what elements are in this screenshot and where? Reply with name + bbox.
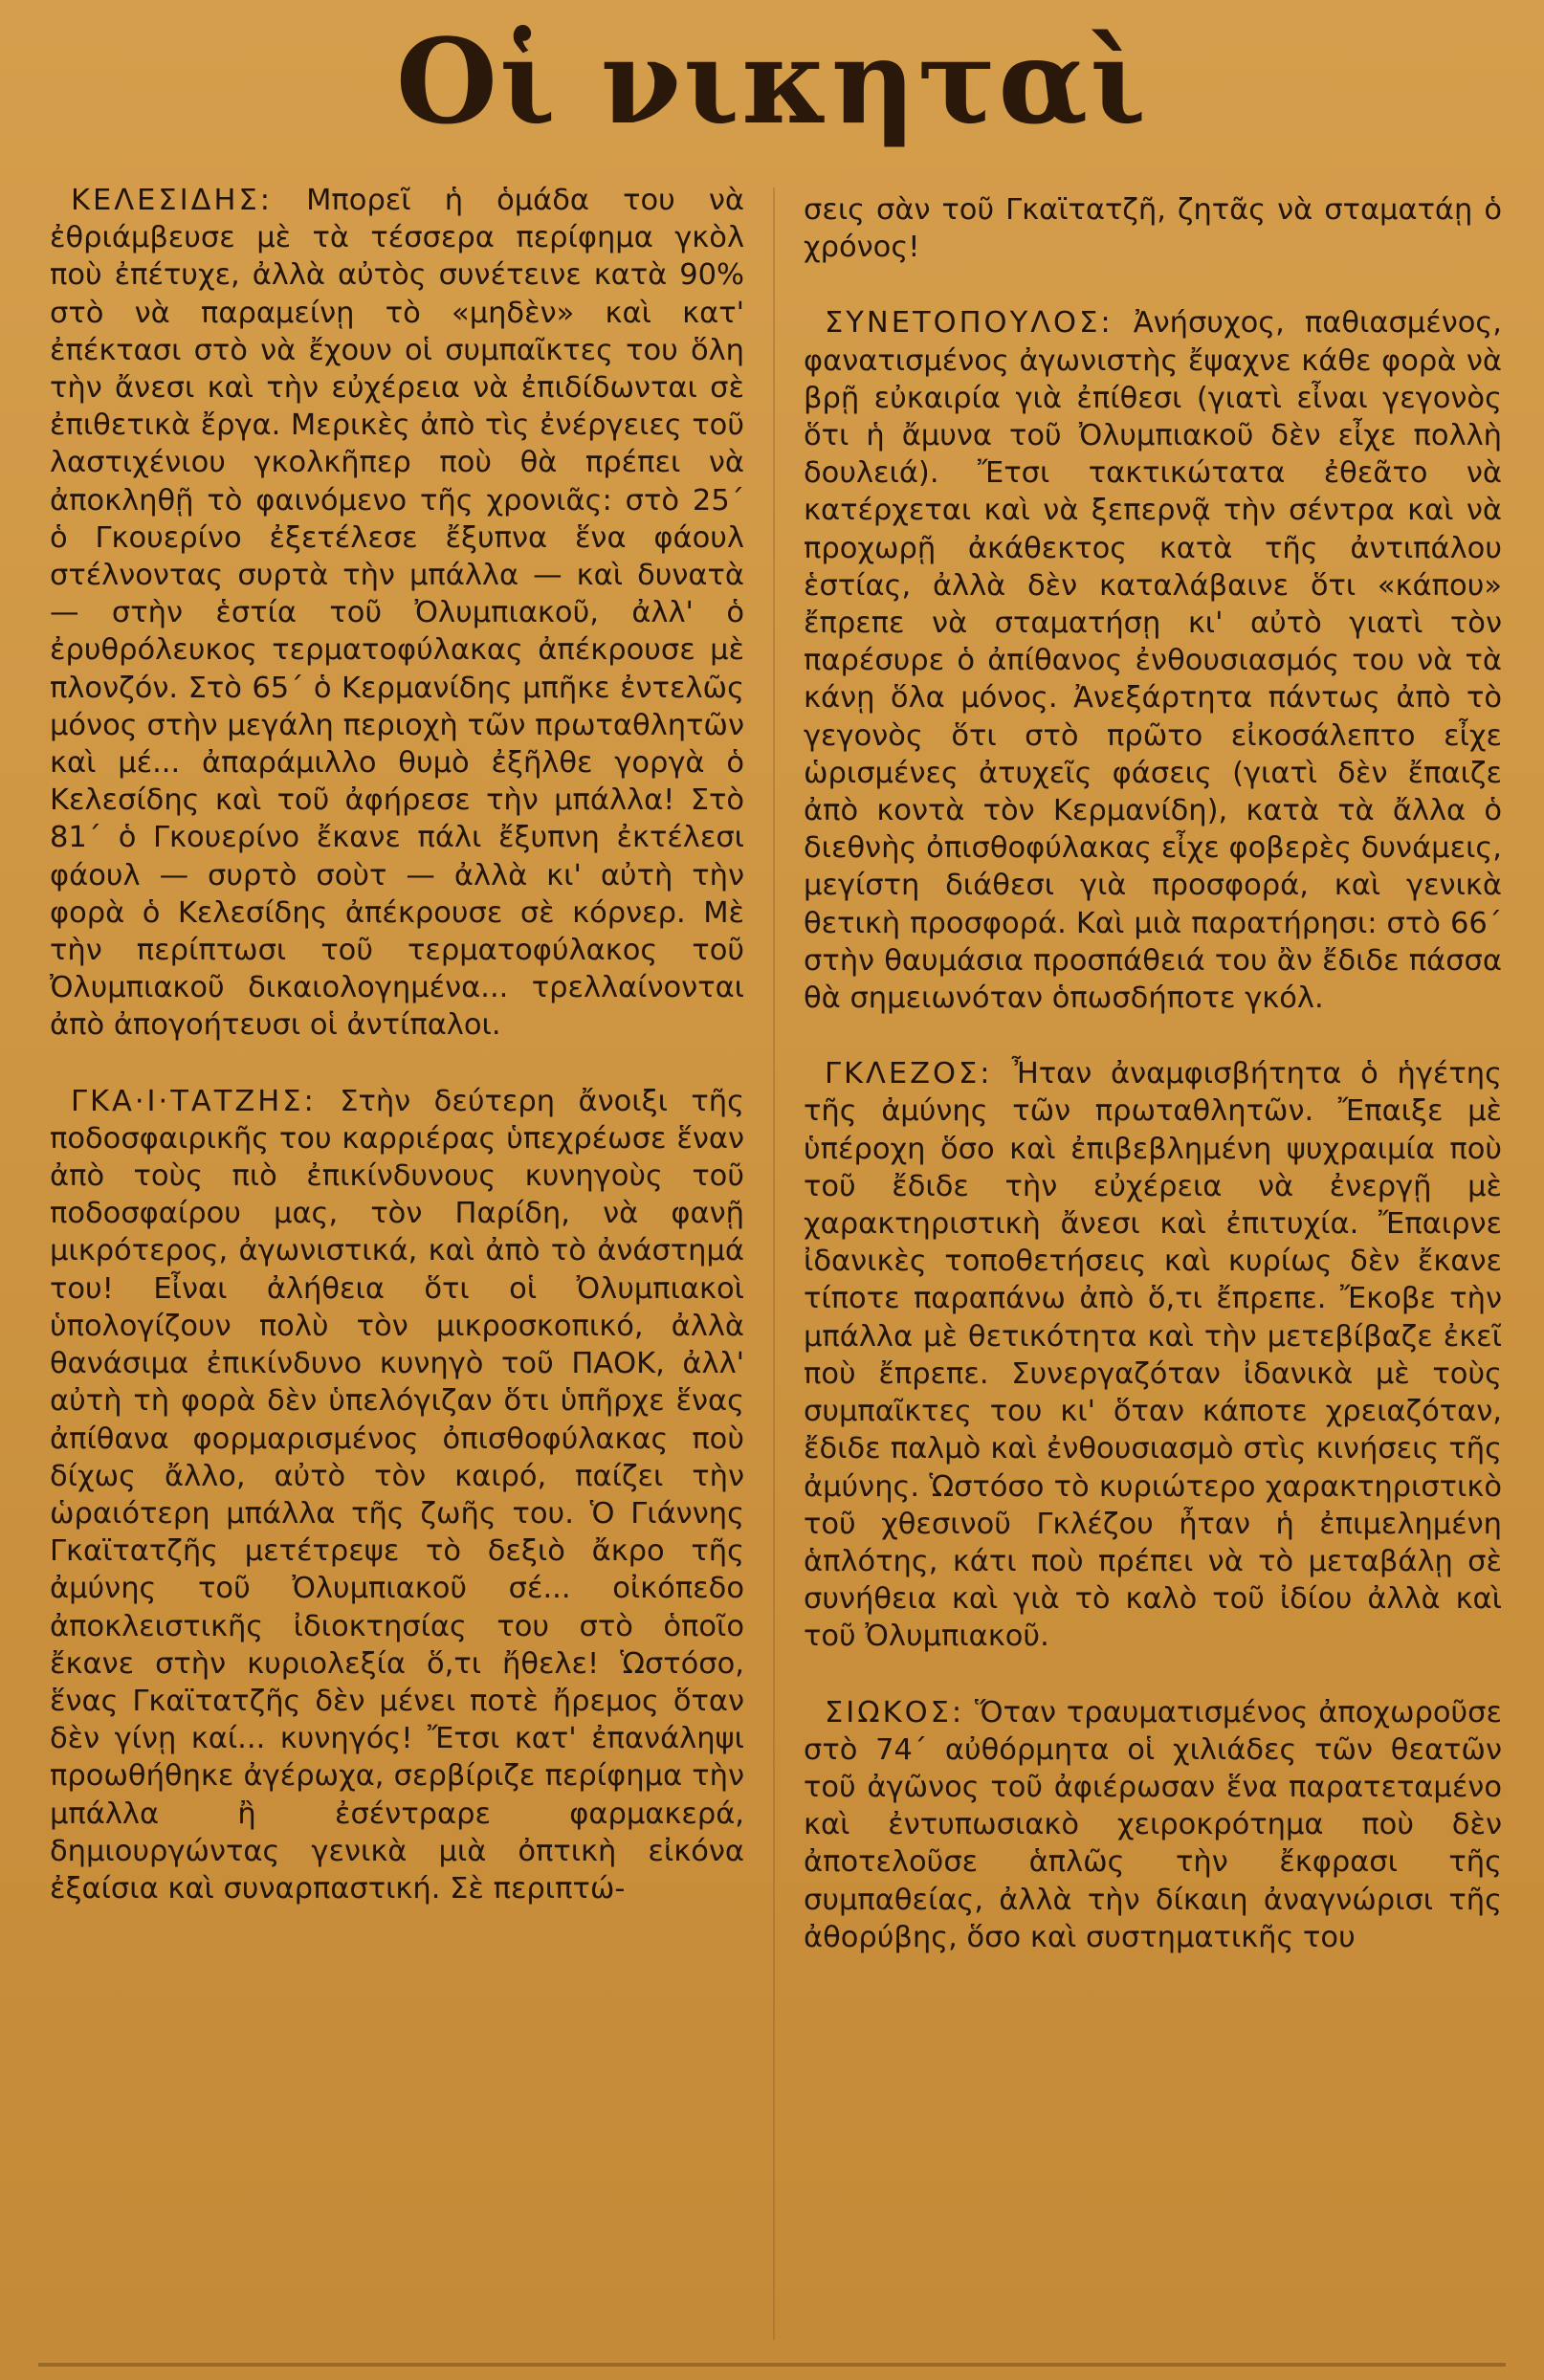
player-paragraph-synetopoulos: [804, 304, 1502, 1017]
player-review-text: Στὴν δεύτερη ἄνοιξι τῆς ποδοσφαιρικῆς του καρριέρας ὑπεχρέωσε ἕναν ἀπὸ τοὺς πιὸ ἐπικίνδυνους κυνηγοὺς τοῦ ποδοσφαίρου μας, τὸν Παρίδη, νὰ φανῇ μικρότερος, ἀγωνιστικά, καὶ ἀπὸ τὸ ἀνάστημά του! Εἶναι ἀλήθεια ὅτι οἱ Ὀλυμπιακοὶ ὑπολογίζουν πολὺ τὸν μικροσκοπικό, ἀλλὰ θανάσιμα ἐπικίνδυνο κυνηγὸ τοῦ ΠΑΟΚ, ἀλλ' αὐτὴ τὴ φορὰ δὲν ὑπελόγιζαν ὅτι ὑπῆρχε ἕνας ἀπίθανα φορμαρισμένος ὀπισθοφύλακας ποὺ δίχως ἄλλο, αὐτὸ τὸν καιρό, παίζει τὴν ὡραιότερη μπάλλα τῆς ζωῆς του. Ὁ Γιάννης Γκαϊτατζῆς μετέτρεψε τὸ δεξιὸ ἄκρο τῆς ἀμύνης τοῦ Ὀλυμπιακοῦ σέ... οἰκόπεδο ἀποκλειστικῆς ἰδιοκτησίας του στὸ ὁποῖο ἔκανε στὴν κυριολεξία ὅ,τι ἤθελε! Ὡστόσο, ἕνας Γκαϊτατζῆς δὲν μένει ποτὲ ἤρεμος ὅταν δὲν γίνῃ καί... κυνηγός! Ἔτσι κατ' ἐπανάληψι προωθήθηκε ἀγέρωχα, σερβίριζε περίφημα τὴν μπάλλα ἢ ἐσέντραρε φαρμακερά, δημιουργώντας γενικὰ μιὰ ὀπτικὴ εἰκόνα ἐξαίσια καὶ συναρπαστική. Σὲ περιπτώ-: [50, 1084, 744, 1906]
page-bottom-edge: [38, 2363, 1506, 2367]
player-paragraph-gkaitatzis: [50, 1083, 744, 1907]
continued-paragraph: [804, 191, 1502, 266]
player-name: ΣΙΩΚΟΣ:: [825, 1695, 965, 1730]
player-review-text: Ὅταν τραυματισμένος ἀποχωροῦσε στὸ 74΄ αὐθόρμητα οἱ χιλιάδες τῶν θεατῶν τοῦ ἀγῶνος τοῦ ἀφιέρωσαν ἕνα παρατεταμένο καὶ ἐντυπωσιακὸ χειροκρότημα ποὺ δὲν ἀποτελοῦσε ἁπλῶς τὴν ἔκφρασι τῆς συμπαθείας, ἀλλὰ τὴν δίκαιη ἀναγνώρισι τῆς ἀθορύβης, ὅσο καὶ συστηματικῆς του: [804, 1695, 1502, 1954]
player-name: ΚΕΛΕΣΙΔΗΣ:: [71, 184, 274, 217]
article-title: Οἱ νικηταὶ: [395, 12, 1149, 150]
player-paragraph-glezos: [804, 1055, 1502, 1655]
player-review-text: Ἦταν ἀναμφισβήτητα ὁ ἡγέτης τῆς ἀμύνης τῶν πρωταθλητῶν. Ἔπαιξε μὲ ὑπέροχη ὅσο καὶ ἐπιβεβλημένη ψυχραιμία ποὺ τοῦ ἔδιδε τὴν εὐχέρεια νὰ ἐνεργῇ μὲ χαρακτηριστικὴ ἄνεσι καὶ ἐπιτυχία. Ἔπαιρνε ἰδανικὲς τοποθετήσεις καὶ κυρίως δὲν ἔκανε τίποτε παραπάνω ἀπὸ ὅ,τι ἔπρεπε. Ἔκοβε τὴν μπάλλα μὲ θετικότητα καὶ τὴν μετεβίβαζε ἐκεῖ ποὺ ἔπρεπε. Συνεργαζόταν ἰδανικὰ μὲ τοὺς συμπαῖκτες του κι' ὅταν κάποτε χρειαζόταν, ἔδιδε παλμὸ καὶ ἐνθουσιασμὸ στὶς κινήσεις τῆς ἀμύνης. Ὡστόσο τὸ κυριώτερο χαρακτηριστικὸ τοῦ χθεσινοῦ Γκλέζου ἦταν ἡ ἐπιμελημένη ἁπλότης, κάτι ποὺ πρέπει νὰ τὸ μεταβάλῃ σὲ συνήθεια καὶ γιὰ τὸ καλὸ τοῦ ἰδίου ἀλλὰ καὶ τοῦ Ὀλυμπιακοῦ.: [804, 1057, 1502, 1654]
right-column: [804, 191, 1502, 2353]
column-divider: [773, 187, 775, 2340]
player-review-text: σεις σὰν τοῦ Γκαϊτατζῆ, ζητᾶς νὰ σταματάῃ ὁ χρόνος!: [804, 193, 1502, 265]
player-review-text: Μπορεῖ ἡ ὁμάδα του νὰ ἐθριάμβευσε μὲ τὰ τέσσερα περίφημα γκὸλ ποὺ ἐπέτυχε, ἀλλὰ αὐτὸς συνέτεινε κατὰ 90% στὸ νὰ παραμείνῃ τὸ «μηδὲν» καὶ κατ' ἐπέκτασι στὸ νὰ ἔχουν οἱ συμπαῖκτες του ὅλη τὴν ἄνεσι καὶ τὴν εὐχέρεια νὰ ἐπιδίδωνται σὲ ἐπιθετικὰ ἔργα. Μερικὲς ἀπὸ τὶς ἐνέργειες τοῦ λαστιχένιου γκολκῆπερ ποὺ θὰ πρέπει νὰ ἀποκληθῇ τὸ φαινόμενο τῆς χρονιᾶς: στὸ 25΄ ὁ Γκουερίνο ἐξετέλεσε ἔξυπνα ἕνα φάουλ στέλνοντας συρτὰ τὴν μπάλλα — καὶ δυνατὰ — στὴν ἑστία τοῦ Ὀλυμπιακοῦ, ἀλλ' ὁ ἐρυθρόλευκος τερματοφύλακας ἀπέκρουσε μὲ πλονζόν. Στὸ 65΄ ὁ Κερμανίδης μπῆκε ἐντελῶς μόνος στὴν μεγάλη περιοχὴ τῶν πρωταθλητῶν καὶ μέ... ἀπαράμιλλο θυμὸ ἐξῆλθε γοργὰ ὁ Κελεσίδης καὶ τοῦ ἀφήρεσε τὴν μπάλλα! Στὸ 81΄ ὁ Γκουερίνο ἔκανε πάλι ἔξυπνη ἐκτέλεσι φάουλ — συρτὸ σοὺτ — ἀλλὰ κι' αὐτὴ τὴν φορὰ ὁ Κελεσίδης ἀπέκρουσε σὲ κόρνερ. Μὲ τὴν περίπτωσι τοῦ τερματοφύλακος τοῦ Ὀλυμπιακοῦ δικαιολογημένα... τρελλαίνονται ἀπὸ ἀπογοήτευσι οἱ ἀντίπαλοι.: [50, 184, 744, 1043]
player-name: ΓΚΑ·Ι·ΤΑΤΖΗΣ:: [71, 1084, 317, 1118]
player-paragraph-siokos: [804, 1694, 1502, 1956]
player-paragraph-kelesidis: [50, 182, 744, 1045]
left-column: [50, 182, 744, 2344]
player-name: ΣΥΝΕΤΟΠΟΥΛΟΣ:: [825, 306, 1114, 341]
player-name: ΓΚΛΕΖΟΣ:: [825, 1057, 993, 1091]
player-review-text: Ἀνήσυχος, παθιασμένος, φανατισμένος ἀγωνιστὴς ἔψαχνε κάθε φορὰ νὰ βρῇ εὐκαιρία γιὰ ἐπίθεσι (γιατὶ εἶναι γεγονὸς ὅτι ἡ ἄμυνα τοῦ Ὀλυμπιακοῦ δὲν εἶχε πολλὴ δουλειά). Ἔτσι τακτικώτατα ἐθεᾶτο νὰ κατέρχεται καὶ νὰ ξεπερνᾷ τὴν σέντρα καὶ νὰ προχωρῇ ἀκάθεκτος κατὰ τῆς ἀντιπάλου ἑστίας, ἀλλὰ δὲν καταλάβαινε ὅτι «κάπου» ἔπρεπε νὰ σταματήσῃ κι' αὐτὸ γιατὶ τὸν παρέσυρε ὁ ἀπίθανος ἐνθουσιασμός του νὰ τὰ κάνῃ ὅλα μόνος. Ἀνεξάρτητα πάντως ἀπὸ τὸ γεγονὸς ὅτι στὸ πρῶτο εἰκοσάλεπτο εἶχε ὡρισμένες ἀτυχεῖς φάσεις (γιατὶ δὲν ἔπαιζε ἀπὸ κοντὰ τὸν Κερμανίδη), κατὰ τὰ ἄλλα ὁ διεθνὴς ὀπισθοφύλακας εἶχε φοβερὲς δυνάμεις, μεγίστη διάθεσι γιὰ προσφορά, καὶ γενικὰ θετικὴ προσφορά. Καὶ μιὰ παρατήρησι: στὸ 66΄ στὴν θαυμάσια προσπάθειά του ἂν ἔδιδε πάσσα θὰ σημειωνόταν ὁπωσδήποτε γκόλ.: [804, 306, 1502, 1016]
